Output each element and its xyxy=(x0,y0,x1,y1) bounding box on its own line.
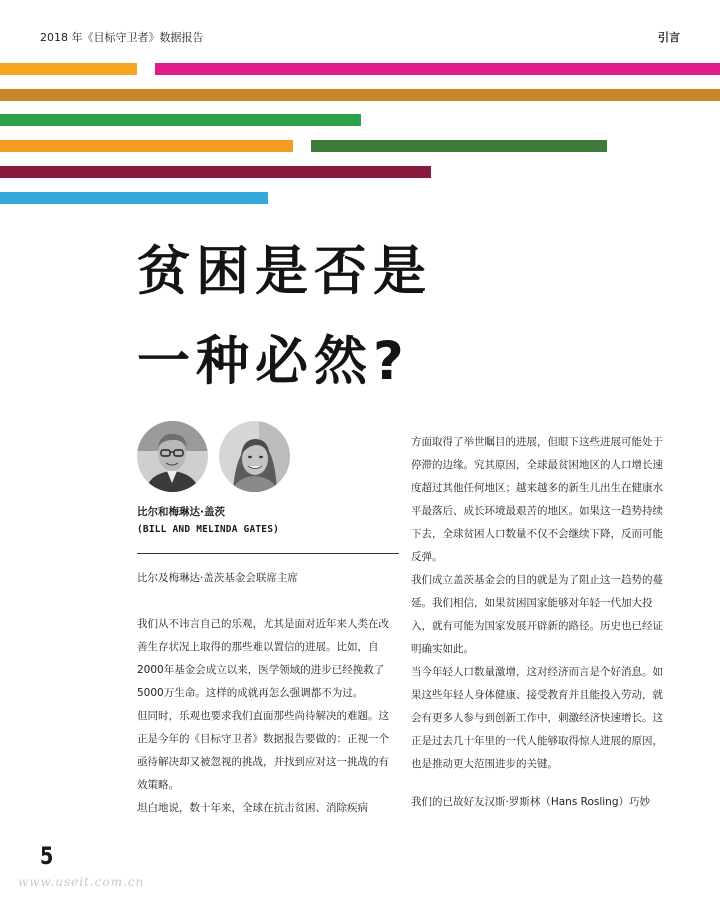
page-title-line-2: 一种必然? xyxy=(137,331,410,392)
author-name-english: (BILL AND MELINDA GATES) xyxy=(137,524,280,535)
body-column-left xyxy=(137,613,399,820)
page-title-line-1: 贫困是否是 xyxy=(137,241,432,302)
body-column-right xyxy=(411,431,673,814)
paragraph: 我们从不讳言自己的乐观，尤其是面对近年来人类在改善生存状况上取得的那些难以置信的进展。比如，自2000年基金会成立以来，医学领域的进步已经挽救了5000万生命。这样的成就再怎么强调都不为过。 xyxy=(137,618,389,699)
paragraph: 我们的已故好友汉斯·罗斯林（Hans Rosling）巧妙 xyxy=(411,796,651,808)
color-stripe-yellow xyxy=(0,63,137,75)
author-divider xyxy=(137,553,399,554)
avatar-bill-gates xyxy=(137,421,208,492)
paragraph: 但同时，乐观也要求我们直面那些尚待解决的难题。这正是今年的《目标守卫者》数据报告要做的：正视一个亟待解决却又被忽视的挑战，并找到应对这一挑战的有效策略。 xyxy=(137,710,389,791)
paragraph: 坦白地说，数十年来，全球在抗击贫困、消除疾病 xyxy=(137,802,368,814)
author-role: 比尔及梅琳达·盖茨基金会联席主席 xyxy=(137,572,298,584)
color-stripe-gold xyxy=(0,89,720,101)
color-stripe-magenta xyxy=(155,63,720,75)
color-stripe-blue xyxy=(0,192,268,204)
paragraph: 方面取得了举世瞩目的进展，但眼下这些进展可能处于停滞的边缘。究其原因，全球最贫困地区的人口增长速度超过其他任何地区；越来越多的新生儿出生在健康水平最落后、成长环境最艰苦的地区。如果这一趋势持续下去，全球贫困人口数量不仅不会继续下降，反而可能反弹。 xyxy=(411,436,663,563)
color-stripe-orange xyxy=(0,140,293,152)
paragraph: 我们成立盖茨基金会的目的就是为了阻止这一趋势的蔓延。我们相信，如果贫困国家能够对年轻一代加大投入，就有可能为国家发展开辟新的路径。历史也已经证明确实如此。 xyxy=(411,574,663,655)
author-name: 比尔和梅琳达·盖茨 xyxy=(137,506,225,518)
color-stripe-maroon xyxy=(0,166,431,178)
report-header-title: 2018 年《目标守卫者》数据报告 xyxy=(40,31,204,44)
watermark: www.useit.com.cn xyxy=(18,875,145,889)
color-stripe-green xyxy=(0,114,361,126)
section-label: 引言 xyxy=(658,31,680,44)
color-stripe-dark-green xyxy=(311,140,607,152)
paragraph: 当今年轻人口数量激增，这对经济而言是个好消息。如果这些年轻人身体健康、接受教育并且能投入劳动，就会有更多人参与到创新工作中，刺激经济快速增长。这正是过去几十年里的一代人能够取得惊人进展的原因，也是推动更大范围进步的关键。 xyxy=(411,666,663,770)
avatar-melinda-gates xyxy=(219,421,290,492)
page-number: 5 xyxy=(40,842,54,870)
